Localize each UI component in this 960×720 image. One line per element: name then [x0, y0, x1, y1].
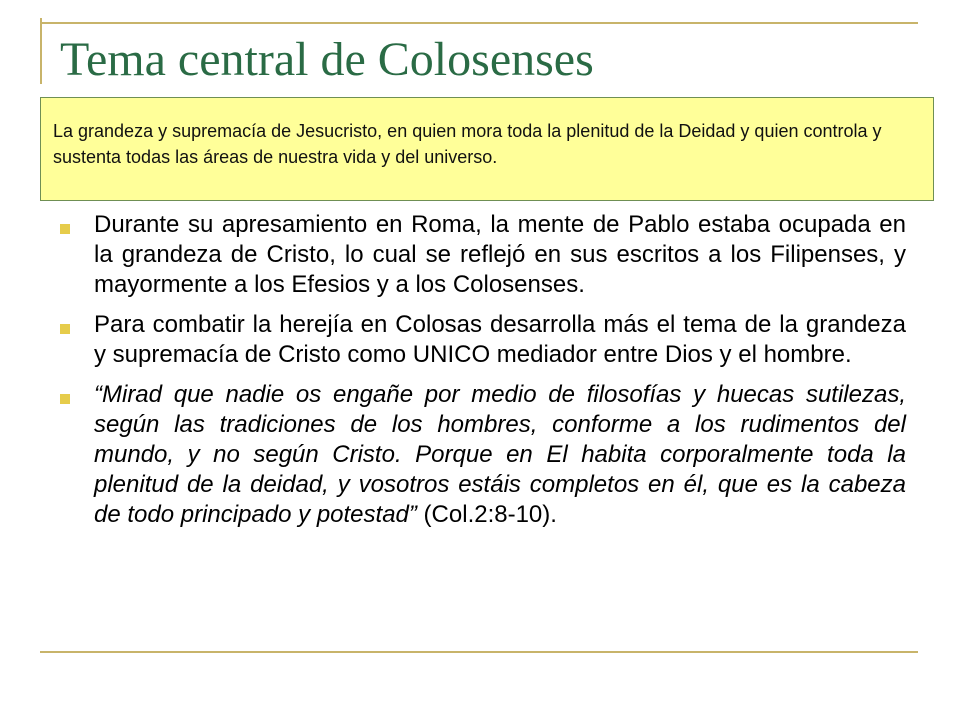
- scripture-reference: (Col.2:8-10).: [416, 501, 557, 528]
- square-bullet-icon: [60, 224, 70, 234]
- square-bullet-icon: [60, 324, 70, 334]
- bullet-item-herejia: [60, 310, 906, 370]
- bullet-item-roma: [60, 210, 906, 300]
- bottom-rule: [40, 651, 918, 653]
- left-rule: [40, 18, 42, 84]
- theme-callout-text: La grandeza y supremacía de Jesucristo, en quien mora toda la plenitud de la Deidad y quien controla y sustenta todas las áreas de nuestra vida y del universo.: [53, 121, 882, 167]
- scripture-quote: “Mirad que nadie os engañe por medio de filosofías y huecas sutilezas, según las tradiciones de los hombres, conforme a los rudimentos del mundo, y no según Cristo. Porque en El habita corporalmente toda la plenitud de la deidad, y vosotros estáis completos en él, que es la cabeza de todo principado y potestad”: [94, 381, 906, 528]
- top-rule: [40, 22, 918, 24]
- bullet-text: Durante su apresamiento en Roma, la mente de Pablo estaba ocupada en la grandeza de Cristo, lo cual se reflejó en sus escritos a los Filipenses, y mayormente a los Efesios y a los Colosenses.: [94, 211, 906, 298]
- bullet-item-quote: [60, 380, 906, 530]
- square-bullet-icon: [60, 394, 70, 404]
- slide-title: Tema central de Colosenses: [60, 33, 594, 86]
- bullet-text: Para combatir la herejía en Colosas desarrolla más el tema de la grandeza y supremacía de Cristo como UNICO mediador entre Dios y el hombre.: [94, 311, 906, 368]
- bullet-list: [60, 210, 906, 540]
- theme-callout-box: [40, 97, 934, 201]
